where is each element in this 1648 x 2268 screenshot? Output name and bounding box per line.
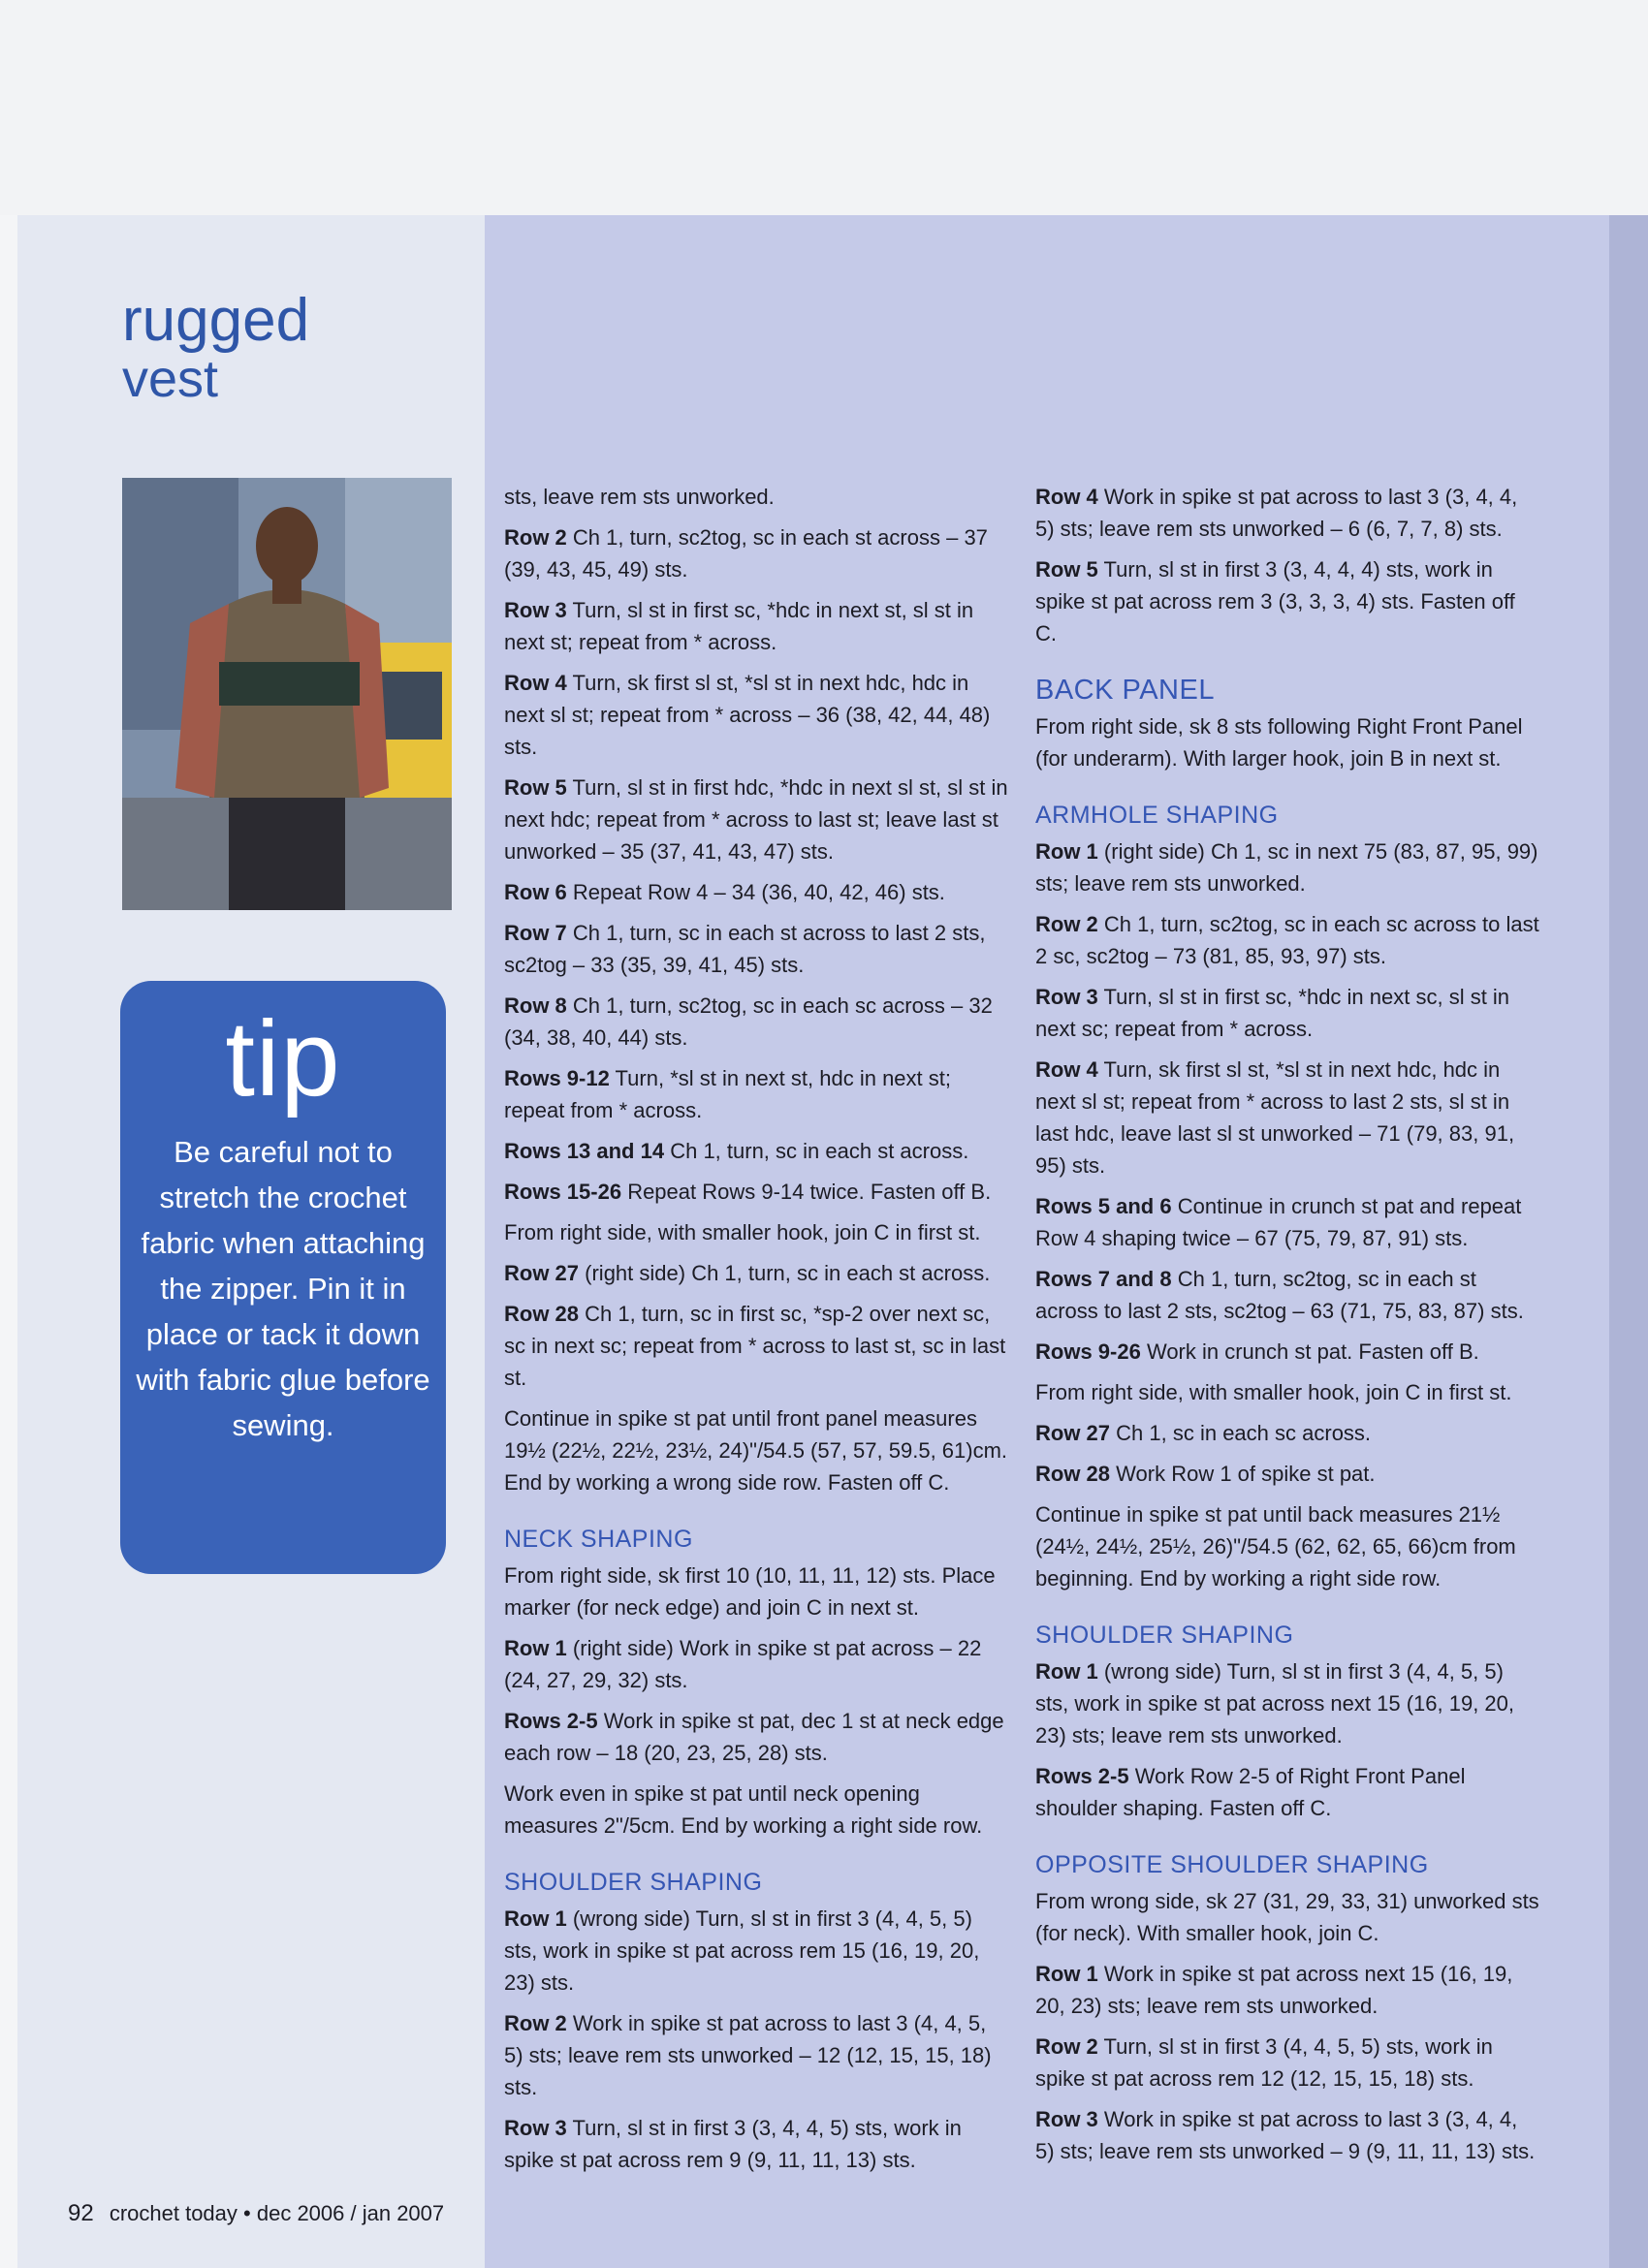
tip-title: tip	[225, 999, 341, 1118]
instruction-paragraph	[1035, 2031, 1539, 2095]
row-label: Row 1	[1035, 1962, 1098, 1986]
row-label: Row 5	[504, 775, 567, 800]
row-label: Row 2	[504, 525, 567, 550]
instruction-text: sts, leave rem sts unworked.	[504, 485, 775, 509]
instruction-text: Ch 1, turn, sc in each st across.	[670, 1139, 969, 1163]
instruction-text: Ch 1, turn, sc2tog, sc in each st across to last 2 sts, sc2tog – 63 (71, 75, 83, 87) sts.	[1035, 1267, 1524, 1323]
instruction-text: Work even in spike st pat until neck opening measures 2"/5cm. End by working a right side row.	[504, 1781, 983, 1838]
row-label: Row 3	[1035, 2107, 1098, 2131]
row-label: Row 2	[504, 2011, 567, 2035]
instruction-text: Turn, sl st in first sc, *hdc in next st, sl st in next st; repeat from * across.	[504, 598, 974, 654]
scan-top-margin	[0, 0, 1648, 215]
section-heading: SHOULDER SHAPING	[1035, 1622, 1294, 1649]
instruction-text: Work in spike st pat across next 15 (16, 19, 20, 23) sts; leave rem sts unworked.	[1035, 1962, 1513, 2018]
row-label: Row 1	[504, 1636, 567, 1660]
instruction-paragraph	[1035, 1885, 1539, 1949]
row-label: Row 3	[504, 598, 567, 622]
instruction-text: Repeat Row 4 – 34 (36, 40, 42, 46) sts.	[572, 880, 945, 904]
instruction-text: Work in spike st pat, dec 1 st at neck edge each row – 18 (20, 23, 25, 28) sts.	[504, 1709, 1004, 1765]
instruction-text: From right side, with smaller hook, join C in first st.	[504, 1220, 981, 1244]
row-label: Row 3	[504, 2116, 567, 2140]
title-line-1: rugged	[122, 287, 310, 354]
instruction-paragraph	[504, 2112, 1008, 2176]
instruction-text: Ch 1, turn, sc2tog, sc in each st across – 37 (39, 43, 45, 49) sts.	[504, 525, 988, 582]
row-label: Row 28	[1035, 1462, 1111, 1486]
bullet-separator: •	[243, 2201, 257, 2225]
instruction-text: (right side) Ch 1, sc in next 75 (83, 87, 95, 99) sts; leave rem sts unworked.	[1035, 839, 1538, 896]
page-footer	[68, 2200, 444, 2227]
instruction-paragraph	[1035, 1417, 1539, 1449]
instruction-text: Work in spike st pat across to last 3 (3, 4, 4, 5) sts; leave rem sts unworked – 9 (9, 11, 11, 13) sts.	[1035, 2107, 1536, 2163]
instruction-paragraph	[1035, 553, 1539, 649]
instruction-paragraph	[504, 1062, 1008, 1126]
instruction-paragraph	[504, 1705, 1008, 1769]
model-photo	[122, 478, 452, 910]
instruction-text: Turn, sl st in first hdc, *hdc in next sl st, sl st in next hdc; repeat from * across to last st; leave last st unworked – 35 (37, 41, 43, 47) sts.	[504, 775, 1008, 864]
instruction-text: (wrong side) Turn, sl st in first 3 (4, 4, 5, 5) sts, work in spike st pat across next 15 (16, 19, 20, 23) sts; leave rem sts unworked.	[1035, 1659, 1515, 1748]
instruction-text: Turn, sl st in first 3 (3, 4, 4, 5) sts, work in spike st pat across rem 9 (9, 11, 11, 13) sts.	[504, 2116, 962, 2172]
instruction-paragraph	[504, 1135, 1008, 1167]
instructions-column-2	[1035, 481, 1539, 2176]
tip-body: Be careful not to stretch the crochet fabric when attaching the zipper. Pin it in place or tack it down with fabric glue before sewing.	[136, 1135, 430, 1442]
instruction-paragraph	[504, 2007, 1008, 2103]
instruction-paragraph	[504, 876, 1008, 908]
instruction-paragraph	[504, 481, 1008, 513]
instruction-text: Work in spike st pat across to last 3 (4, 4, 5, 5) sts; leave rem sts unworked – 12 (12, 15, 15, 18) sts.	[504, 2011, 992, 2099]
instruction-text: Ch 1, turn, sc2tog, sc in each sc across to last 2 sc, sc2tog – 73 (81, 85, 93, 97) sts.	[1035, 912, 1539, 968]
row-label: Rows 9-12	[504, 1066, 610, 1090]
instruction-text: Work Row 2-5 of Right Front Panel shoulder shaping. Fasten off C.	[1035, 1764, 1466, 1820]
instruction-text: Ch 1, sc in each sc across.	[1116, 1421, 1372, 1445]
instruction-paragraph	[504, 1632, 1008, 1696]
instruction-text: (right side) Ch 1, turn, sc in each st across.	[585, 1261, 991, 1285]
instruction-paragraph	[1035, 2103, 1539, 2167]
instruction-paragraph	[504, 1903, 1008, 1999]
section-heading: OPPOSITE SHOULDER SHAPING	[1035, 1851, 1429, 1878]
row-label: Rows 7 and 8	[1035, 1267, 1172, 1291]
instruction-text: (wrong side) Turn, sl st in first 3 (4, 4, 5, 5) sts, work in spike st pat across rem 15 (16, 19, 20, 23) sts.	[504, 1906, 980, 1995]
row-label: Row 28	[504, 1302, 580, 1326]
row-label: Row 1	[1035, 839, 1098, 864]
instruction-text: Turn, sl st in first 3 (4, 4, 5, 5) sts, work in spike st pat across rem 12 (12, 15, 15, 18) sts.	[1035, 2034, 1493, 2091]
instruction-text: Ch 1, turn, sc in each st across to last 2 sts, sc2tog – 33 (35, 39, 41, 45) sts.	[504, 921, 986, 977]
row-label: Rows 13 and 14	[504, 1139, 665, 1163]
row-label: Rows 9-26	[1035, 1339, 1141, 1364]
instruction-text: From wrong side, sk 27 (31, 29, 33, 31) unworked sts (for neck). With smaller hook, join C.	[1035, 1889, 1539, 1945]
page-gutter	[1609, 215, 1648, 2268]
instruction-paragraph	[504, 1778, 1008, 1842]
instruction-text: Turn, sl st in first sc, *hdc in next sc, sl st in next sc; repeat from * across.	[1035, 985, 1510, 1041]
instruction-text: Ch 1, turn, sc2tog, sc in each sc across – 32 (34, 38, 40, 44) sts.	[504, 993, 993, 1050]
instruction-text: Turn, *sl st in next st, hdc in next st; repeat from * across.	[504, 1066, 951, 1122]
magazine-name: crochet today	[109, 2201, 238, 2225]
instruction-text: Continue in spike st pat until back measures 21½ (24½, 24½, 25½, 26)"/54.5 (62, 62, 65, 66)cm from beginning. End by working a right side row.	[1035, 1502, 1516, 1591]
instruction-paragraph	[504, 1298, 1008, 1394]
instruction-text: Work in spike st pat across to last 3 (3, 4, 4, 5) sts; leave rem sts unworked – 6 (6, 7, 7, 8) sts.	[1035, 485, 1518, 541]
instruction-paragraph	[1035, 1263, 1539, 1327]
instruction-text: Work in crunch st pat. Fasten off B.	[1146, 1339, 1479, 1364]
instruction-paragraph	[504, 772, 1008, 867]
instruction-paragraph	[1035, 1458, 1539, 1490]
instruction-text: From right side, sk first 10 (10, 11, 11, 12) sts. Place marker (for neck edge) and join C in next st.	[504, 1563, 996, 1620]
section-heading: NECK SHAPING	[504, 1526, 693, 1553]
row-label: Row 1	[1035, 1659, 1098, 1684]
instructions-column-1	[504, 481, 1008, 2185]
instruction-paragraph	[1035, 1190, 1539, 1254]
instruction-text: Turn, sk first sl st, *sl st in next hdc, hdc in next sl st; repeat from * across – 36 (38, 42, 44, 48) sts.	[504, 671, 991, 759]
row-label: Row 2	[1035, 912, 1098, 936]
instruction-paragraph	[504, 1402, 1008, 1498]
instruction-paragraph	[1035, 981, 1539, 1045]
instruction-paragraph	[504, 990, 1008, 1054]
row-label: Row 27	[1035, 1421, 1111, 1445]
section-heading: BACK PANEL	[1035, 675, 1215, 706]
row-label: Row 2	[1035, 2034, 1098, 2059]
instruction-text: From right side, with smaller hook, join C in first st.	[1035, 1380, 1512, 1404]
instruction-paragraph	[1035, 1054, 1539, 1181]
instruction-text: Repeat Rows 9-14 twice. Fasten off B.	[627, 1180, 992, 1204]
row-label: Row 6	[504, 880, 567, 904]
instruction-paragraph	[504, 1257, 1008, 1289]
instruction-paragraph	[1035, 908, 1539, 972]
instruction-paragraph	[504, 521, 1008, 585]
page-number: 92	[68, 2200, 94, 2226]
row-label: Row 3	[1035, 985, 1098, 1009]
instruction-paragraph	[1035, 1958, 1539, 2022]
row-label: Rows 5 and 6	[1035, 1194, 1172, 1218]
row-label: Row 4	[504, 671, 567, 695]
instruction-paragraph	[1035, 1760, 1539, 1824]
row-label: Rows 15-26	[504, 1180, 622, 1204]
row-label: Row 5	[1035, 557, 1098, 582]
instruction-paragraph	[504, 1176, 1008, 1208]
instruction-paragraph	[1035, 1336, 1539, 1368]
instruction-paragraph	[504, 1559, 1008, 1623]
instruction-paragraph	[504, 1216, 1008, 1248]
instruction-text: Ch 1, turn, sc in first sc, *sp-2 over next sc, sc in next sc; repeat from * across to last st, sc in last st.	[504, 1302, 1006, 1390]
instruction-paragraph	[1035, 1498, 1539, 1594]
section-heading: SHOULDER SHAPING	[504, 1869, 763, 1896]
row-label: Rows 2-5	[1035, 1764, 1129, 1788]
section-heading: ARMHOLE SHAPING	[1035, 802, 1279, 829]
pattern-title	[122, 289, 309, 407]
instruction-paragraph	[504, 594, 1008, 658]
instruction-paragraph	[1035, 710, 1539, 774]
row-label: Rows 2-5	[504, 1709, 598, 1733]
row-label: Row 4	[1035, 485, 1098, 509]
instruction-text: (right side) Work in spike st pat across – 22 (24, 27, 29, 32) sts.	[504, 1636, 982, 1692]
row-label: Row 8	[504, 993, 567, 1018]
row-label: Row 4	[1035, 1057, 1098, 1082]
instruction-paragraph	[1035, 835, 1539, 899]
row-label: Row 7	[504, 921, 567, 945]
issue-date: dec 2006 / jan 2007	[256, 2201, 445, 2225]
instruction-paragraph	[504, 667, 1008, 763]
instruction-text: From right side, sk 8 sts following Right Front Panel (for underarm). With larger hook, join B in next st.	[1035, 714, 1523, 771]
instruction-text: Continue in crunch st pat and repeat Row 4 shaping twice – 67 (75, 79, 87, 91) sts.	[1035, 1194, 1522, 1250]
tip-box	[120, 981, 446, 1574]
instruction-paragraph	[1035, 1376, 1539, 1408]
instruction-paragraph	[504, 917, 1008, 981]
row-label: Row 27	[504, 1261, 580, 1285]
row-label: Row 1	[504, 1906, 567, 1931]
instruction-text: Work Row 1 of spike st pat.	[1116, 1462, 1376, 1486]
instruction-text: Continue in spike st pat until front panel measures 19½ (22½, 22½, 23½, 24)"/54.5 (57, 57, 59.5, 61)cm. End by working a wrong side row. Fasten off C.	[504, 1406, 1008, 1495]
instruction-paragraph	[1035, 1655, 1539, 1751]
title-line-2: vest	[122, 350, 219, 409]
instruction-text: Turn, sk first sl st, *sl st in next hdc, hdc in next sl st; repeat from * across to last 2 sts, sl st in last hdc, leave last sl st unworked – 71 (79, 83, 91, 95) sts.	[1035, 1057, 1515, 1178]
instruction-text: Turn, sl st in first 3 (3, 4, 4, 4) sts, work in spike st pat across rem 3 (3, 3, 3, 4) sts. Fasten off C.	[1035, 557, 1515, 646]
instruction-paragraph	[1035, 481, 1539, 545]
